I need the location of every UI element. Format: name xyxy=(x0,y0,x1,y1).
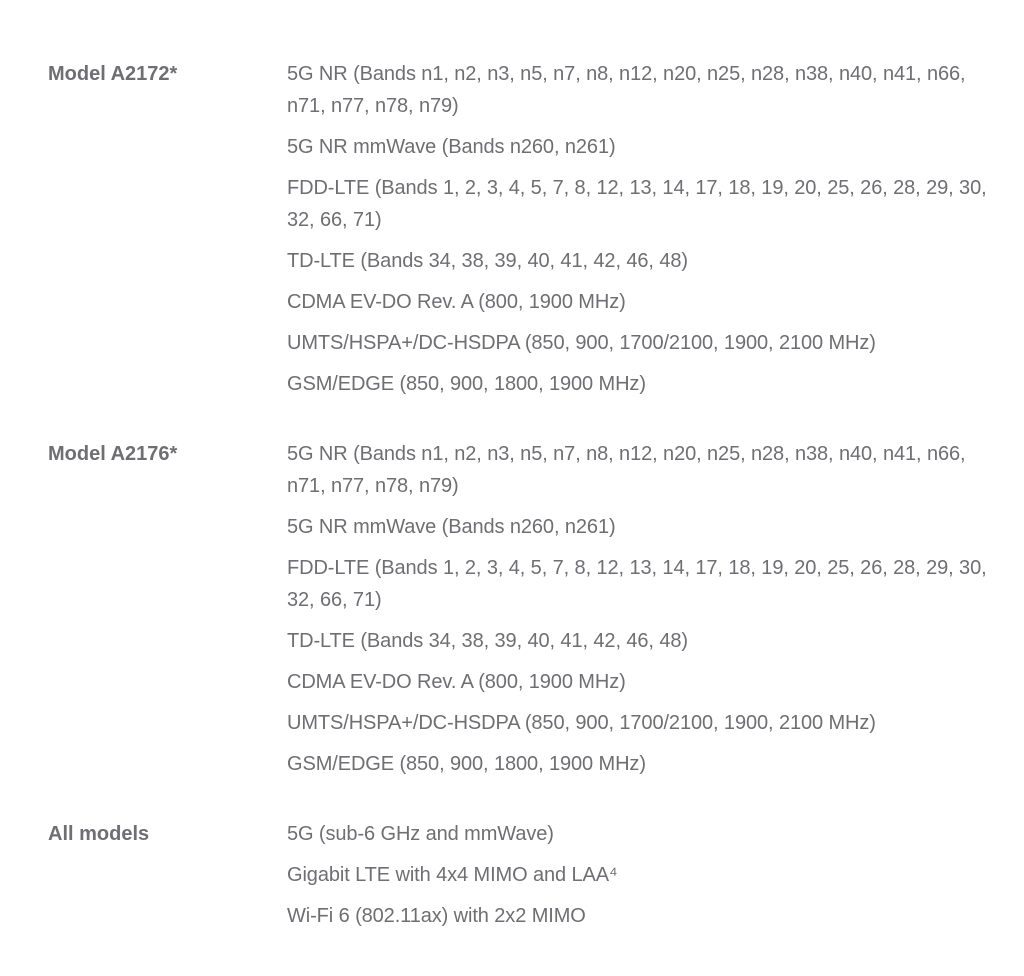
spec-item-cdma: CDMA EV-DO Rev. A (800, 1900 MHz) xyxy=(287,291,626,313)
model-label: Model A2176* xyxy=(48,443,178,465)
spec-item-5g: 5G (sub-6 GHz and mmWave) xyxy=(287,823,554,845)
spec-item-5g-nr: 5G NR (Bands n1, n2, n3, n5, n7, n8, n12, n20, n25, n28, n38, n40, n41, n66, n71, n77, n78, n79) xyxy=(287,63,966,117)
spec-item-umts: UMTS/HSPA+/DC-HSDPA (850, 900, 1700/2100, 1900, 2100 MHz) xyxy=(287,712,876,734)
spec-item-5g-nr-mmwave: 5G NR mmWave (Bands n260, n261) xyxy=(287,136,616,158)
spec-item-5g-nr: 5G NR (Bands n1, n2, n3, n5, n7, n8, n12, n20, n25, n28, n38, n40, n41, n66, n71, n77, n78, n79) xyxy=(287,443,966,497)
spec-section-all-models xyxy=(0,818,1024,932)
spec-item-fdd-lte: FDD-LTE (Bands 1, 2, 3, 4, 5, 7, 8, 12, 13, 14, 17, 18, 19, 20, 25, 26, 28, 29, 30, 32, 66, 71) xyxy=(287,177,987,231)
spec-item-fdd-lte: FDD-LTE (Bands 1, 2, 3, 4, 5, 7, 8, 12, 13, 14, 17, 18, 19, 20, 25, 26, 28, 29, 30, 32, 66, 71) xyxy=(287,557,987,611)
spec-item-gsm: GSM/EDGE (850, 900, 1800, 1900 MHz) xyxy=(287,373,646,395)
spec-item-gsm: GSM/EDGE (850, 900, 1800, 1900 MHz) xyxy=(287,753,646,775)
spec-item-5g-nr-mmwave: 5G NR mmWave (Bands n260, n261) xyxy=(287,516,616,538)
model-label: All models xyxy=(48,823,150,845)
spec-item-td-lte: TD-LTE (Bands 34, 38, 39, 40, 41, 42, 46, 48) xyxy=(287,630,688,652)
spec-item-td-lte: TD-LTE (Bands 34, 38, 39, 40, 41, 42, 46, 48) xyxy=(287,250,688,272)
spec-list xyxy=(287,58,987,400)
spec-item-cdma: CDMA EV-DO Rev. A (800, 1900 MHz) xyxy=(287,671,626,693)
spec-list xyxy=(287,438,987,780)
model-label: Model A2172* xyxy=(48,63,178,85)
spec-section-model-a2176 xyxy=(0,438,1024,780)
spec-item-umts: UMTS/HSPA+/DC-HSDPA (850, 900, 1700/2100, 1900, 2100 MHz) xyxy=(287,332,876,354)
spec-list xyxy=(287,818,987,932)
spec-section-model-a2172 xyxy=(0,58,1024,400)
spec-item-gigabit-lte: Gigabit LTE with 4x4 MIMO and LAA⁴ xyxy=(287,864,618,886)
spec-item-wifi-6: Wi-Fi 6 (802.11ax) with 2x2 MIMO xyxy=(287,905,586,927)
